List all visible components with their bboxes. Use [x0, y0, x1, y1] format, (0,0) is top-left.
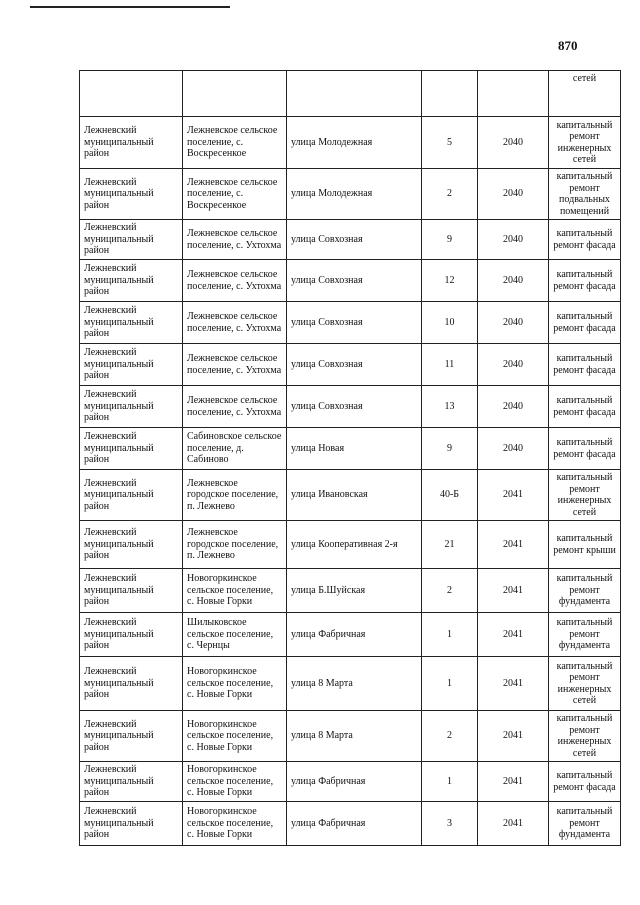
cell-year: 2040	[478, 302, 549, 344]
table-row	[80, 428, 621, 470]
cell-street: улица Новая	[287, 428, 422, 470]
cell-settlement: Лежневское сельское поселение, с. Ухтохма	[183, 302, 287, 344]
cell-work: капитальный ремонт фасада	[549, 302, 621, 344]
table-row	[80, 711, 621, 762]
cell-house: 40-Б	[422, 470, 478, 521]
cell-year: 2041	[478, 657, 549, 711]
cell-settlement: Лежневское сельское поселение, с. Воскресенкое	[183, 117, 287, 169]
cell-work: капитальный ремонт фундамента	[549, 569, 621, 613]
cell-work: капитальный ремонт инженерных сетей	[549, 470, 621, 521]
cell-street: улица Фабричная	[287, 613, 422, 657]
table-row	[80, 302, 621, 344]
cell-year: 2040	[478, 117, 549, 169]
cell-street: улица Совхозная	[287, 220, 422, 260]
cell-year: 2041	[478, 711, 549, 762]
cell-house: 11	[422, 344, 478, 386]
table-row	[80, 220, 621, 260]
cell-house: 2	[422, 569, 478, 613]
cell-year: 2040	[478, 386, 549, 428]
cell-work: капитальный ремонт фундамента	[549, 613, 621, 657]
cell-work: капитальный ремонт фасада	[549, 344, 621, 386]
cell-year: 2041	[478, 569, 549, 613]
cell-house: 2	[422, 711, 478, 762]
cell-year: 2040	[478, 344, 549, 386]
cell-house: 2	[422, 169, 478, 220]
cell-year: 2041	[478, 613, 549, 657]
cell-year: 2040	[478, 428, 549, 470]
cell-house: 21	[422, 521, 478, 569]
cell-district: Лежневский муниципальный район	[80, 762, 183, 802]
table-row	[80, 260, 621, 302]
cell-work: сетей	[549, 71, 621, 117]
cell-street: улица 8 Марта	[287, 657, 422, 711]
cell-district: Лежневский муниципальный район	[80, 428, 183, 470]
cell-work: капитальный ремонт инженерных сетей	[549, 657, 621, 711]
cell-district: Лежневский муниципальный район	[80, 521, 183, 569]
table-row	[80, 613, 621, 657]
cell-settlement	[183, 71, 287, 117]
cell-work: капитальный ремонт инженерных сетей	[549, 711, 621, 762]
cell-work: капитальный ремонт фасада	[549, 260, 621, 302]
cell-settlement: Новогоркинское сельское поселение, с. Новые Горки	[183, 657, 287, 711]
cell-year: 2040	[478, 220, 549, 260]
cell-settlement: Новогоркинское сельское поселение, с. Новые Горки	[183, 802, 287, 846]
cell-street: улица Совхозная	[287, 260, 422, 302]
cell-street: улица Совхозная	[287, 386, 422, 428]
table-row	[80, 802, 621, 846]
table-row	[80, 657, 621, 711]
cell-settlement: Шилыковское сельское поселение, с. Чернцы	[183, 613, 287, 657]
cell-house: 5	[422, 117, 478, 169]
cell-district: Лежневский муниципальный район	[80, 613, 183, 657]
cell-settlement: Новогоркинское сельское поселение, с. Новые Горки	[183, 762, 287, 802]
table-row	[80, 521, 621, 569]
top-rule	[30, 6, 230, 8]
cell-work: капитальный ремонт фасада	[549, 386, 621, 428]
cell-street: улица Кооперативная 2-я	[287, 521, 422, 569]
cell-street: улица Молодежная	[287, 169, 422, 220]
table-row	[80, 344, 621, 386]
cell-house: 9	[422, 220, 478, 260]
cell-house: 1	[422, 657, 478, 711]
cell-district: Лежневский муниципальный район	[80, 386, 183, 428]
repair-schedule-table	[79, 70, 621, 846]
cell-year: 2041	[478, 762, 549, 802]
cell-settlement: Лежневское сельское поселение, с. Ухтохма	[183, 386, 287, 428]
cell-street: улица Молодежная	[287, 117, 422, 169]
table-row	[80, 169, 621, 220]
cell-street	[287, 71, 422, 117]
cell-district: Лежневский муниципальный район	[80, 169, 183, 220]
cell-street: улица Ивановская	[287, 470, 422, 521]
cell-house: 1	[422, 762, 478, 802]
cell-street: улица Фабричная	[287, 762, 422, 802]
cell-house: 10	[422, 302, 478, 344]
cell-settlement: Новогоркинское сельское поселение, с. Новые Горки	[183, 569, 287, 613]
cell-house	[422, 71, 478, 117]
page-number: 870	[558, 38, 578, 53]
cell-district: Лежневский муниципальный район	[80, 711, 183, 762]
cell-settlement: Новогоркинское сельское поселение, с. Новые Горки	[183, 711, 287, 762]
cell-district: Лежневский муниципальный район	[80, 657, 183, 711]
cell-work: капитальный ремонт фасада	[549, 220, 621, 260]
cell-settlement: Лежневское сельское поселение, с. Ухтохма	[183, 344, 287, 386]
cell-settlement: Лежневское сельское поселение, с. Ухтохма	[183, 220, 287, 260]
cell-district: Лежневский муниципальный район	[80, 569, 183, 613]
cell-district: Лежневский муниципальный район	[80, 802, 183, 846]
cell-work: капитальный ремонт инженерных сетей	[549, 117, 621, 169]
cell-year: 2040	[478, 169, 549, 220]
table-row	[80, 117, 621, 169]
cell-work: капитальный ремонт подвальных помещений	[549, 169, 621, 220]
cell-settlement: Сабиновское сельское поселение, д. Сабиново	[183, 428, 287, 470]
cell-settlement: Лежневское сельское поселение, с. Воскресенкое	[183, 169, 287, 220]
cell-year: 2041	[478, 802, 549, 846]
cell-street: улица Фабричная	[287, 802, 422, 846]
cell-work: капитальный ремонт фундамента	[549, 802, 621, 846]
cell-street: улица Б.Шуйская	[287, 569, 422, 613]
cell-street: улица 8 Марта	[287, 711, 422, 762]
cell-district: Лежневский муниципальный район	[80, 470, 183, 521]
cell-street: улица Совхозная	[287, 344, 422, 386]
cell-settlement: Лежневское городское поселение, п. Лежнево	[183, 521, 287, 569]
cell-district: Лежневский муниципальный район	[80, 344, 183, 386]
cell-house: 12	[422, 260, 478, 302]
table-row	[80, 470, 621, 521]
table-row	[80, 569, 621, 613]
cell-settlement: Лежневское сельское поселение, с. Ухтохма	[183, 260, 287, 302]
cell-district: Лежневский муниципальный район	[80, 302, 183, 344]
cell-work: капитальный ремонт фасада	[549, 762, 621, 802]
table-row-continued	[80, 71, 621, 117]
cell-district: Лежневский муниципальный район	[80, 220, 183, 260]
cell-house: 3	[422, 802, 478, 846]
table-row	[80, 386, 621, 428]
cell-street: улица Совхозная	[287, 302, 422, 344]
cell-year: 2041	[478, 470, 549, 521]
cell-house: 13	[422, 386, 478, 428]
table-row	[80, 762, 621, 802]
cell-work: капитальный ремонт фасада	[549, 428, 621, 470]
cell-settlement: Лежневское городское поселение, п. Лежнево	[183, 470, 287, 521]
cell-work: капитальный ремонт крыши	[549, 521, 621, 569]
cell-district: Лежневский муниципальный район	[80, 117, 183, 169]
cell-year: 2041	[478, 521, 549, 569]
table-body	[80, 71, 621, 846]
cell-year: 2040	[478, 260, 549, 302]
cell-district: Лежневский муниципальный район	[80, 260, 183, 302]
cell-house: 1	[422, 613, 478, 657]
cell-district	[80, 71, 183, 117]
cell-year	[478, 71, 549, 117]
cell-house: 9	[422, 428, 478, 470]
